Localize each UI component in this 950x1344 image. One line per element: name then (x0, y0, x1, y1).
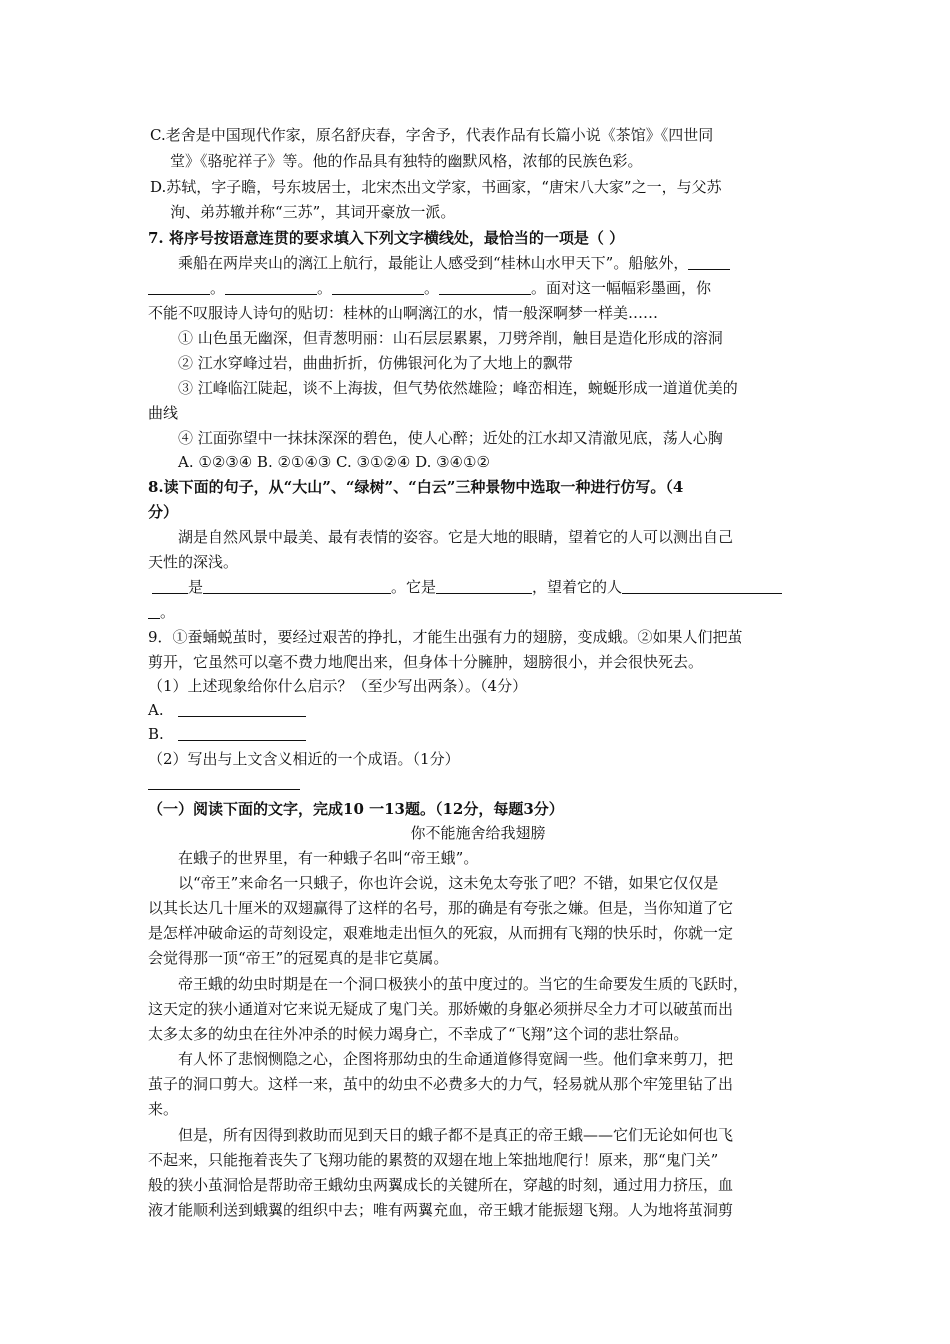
q9-passage-line2: 剪开，它虽然可以毫不费力地爬出来，但身体十分臃肿，翅膀很小，并会很快死去。 (148, 653, 704, 671)
q8-blank-metaphor[interactable] (436, 577, 532, 594)
reading-paragraph-line: 以“帝王”来命名一只蛾子，你也许会说，这未免太夸张了吧？不错，如果它仅仅是 (178, 874, 719, 892)
reading-paragraph-line: 但是，所有因得到救助而见到天日的蛾子都不是真正的帝王蛾——它们无论如何也飞 (178, 1126, 734, 1144)
q7-blank-2[interactable] (225, 278, 317, 295)
q7-passage-line1 (178, 251, 730, 275)
q9-answer-a (148, 698, 306, 722)
q9-answer-a-blank[interactable] (178, 700, 306, 717)
q7-passage-line2 (148, 276, 711, 300)
q6-option-c-line2: 堂》《骆驼祥子》等。他的作品具有独特的幽默风格，浓郁的民族色彩。 (170, 152, 643, 170)
q8-text-looking: ，望着它的人 (532, 578, 623, 596)
q9-idiom-blank[interactable] (148, 773, 300, 790)
q8-blank-result-cont[interactable] (148, 602, 160, 619)
q9-answer-a-label: A. (148, 701, 164, 719)
q7-blank-3[interactable] (332, 278, 424, 295)
reading-paragraph-line: 太多太多的幼虫在往外冲杀的时候力竭身亡，不幸成了“飞翔”这个词的悲壮祭品。 (148, 1025, 689, 1043)
q8-text-it-is: 。它是 (391, 578, 437, 596)
reading-paragraph-line: 是怎样冲破命运的苛刻设定，艰难地走出恒久的死寂，从而拥有飞翔的快乐时，你就一定 (148, 924, 734, 942)
q7-sentence-2: ② 江水穿峰过岩，曲曲折折，仿佛银河化为了大地上的飘带 (178, 354, 573, 372)
q9-idiom-line (148, 771, 300, 795)
q7-blank-1a[interactable] (688, 253, 730, 270)
q9-subquestion-1: （1）上述现象给你什么启示？（至少写出两条）。（4分） (148, 677, 528, 695)
q7-sentence-1: ① 山色虽无幽深，但青葱明丽：山石层层累累，刀劈斧削，触目是造化形成的溶洞 (178, 329, 723, 347)
q8-text-is: 是 (188, 578, 204, 596)
reading-paragraph-line: 来。 (148, 1100, 179, 1118)
q6-option-d-line2: 洵、弟苏辙并称“三苏”，其词开豪放一派。 (170, 203, 456, 221)
q8-title-line2: 分） (148, 503, 179, 521)
q7-passage-text: 乘船在两岸夹山的漓江上航行，最能让人感受到“桂林山水甲天下”。船舷外， (178, 254, 689, 272)
q7-passage-line2-tail: 。面对这一幅幅彩墨画，你 (531, 279, 712, 297)
q7-period-3: 。 (424, 279, 440, 297)
q7-blank-1b[interactable] (148, 278, 210, 295)
q9-answer-b (148, 722, 306, 746)
q8-fill-line2 (148, 600, 175, 624)
q9-answer-b-blank[interactable] (178, 724, 306, 741)
reading-article-title: 你不能施舍给我翅膀 (410, 824, 546, 842)
q8-blank-description[interactable] (203, 577, 391, 594)
q8-fill-line1 (152, 575, 782, 599)
reading-paragraph-line: 有人怀了悲悯恻隐之心，企图将那幼虫的生命通道修得宽阔一些。他们拿来剪刀，把 (178, 1050, 734, 1068)
reading-paragraph-line: 以其长达几十厘米的双翅赢得了这样的名号，那的确是有夸张之嫌。但是，当你知道了它 (148, 899, 734, 917)
q7-period-2: 。 (317, 279, 333, 297)
q7-title: 7. 将序号按语意连贯的要求填入下列文字横线处，最恰当的一项是（ ） (148, 229, 625, 247)
reading-section-header: （一）阅读下面的文字，完成10 一13题。（12分，每题3分） (148, 800, 564, 818)
reading-paragraph-line: 会觉得那一顶“帝王”的冠冕真的是非它莫属。 (148, 949, 449, 967)
q7-sentence-3-line2: 曲线 (148, 404, 179, 422)
q8-example-line1: 湖是自然风景中最美、最有表情的姿容。它是大地的眼睛，望着它的人可以测出自己 (178, 528, 734, 546)
q8-blank-scene[interactable] (152, 577, 188, 594)
q7-period-1: 。 (210, 279, 226, 297)
reading-paragraph-line: 不起来，只能拖着丧失了飞翔功能的累赘的双翅在地上笨拙地爬行！原来，那“鬼门关” (148, 1151, 719, 1169)
reading-paragraph-line: 在蛾子的世界里，有一种蛾子名叫“帝王蛾”。 (178, 849, 479, 867)
q9-subquestion-2: （2）写出与上文含义相近的一个成语。（1分） (148, 750, 460, 768)
reading-paragraph-line: 这天定的狭小通道对它来说无疑成了鬼门关。那娇嫩的身躯必须拼尽全力才可以破茧而出 (148, 1000, 734, 1018)
q8-text-end: 。 (160, 603, 176, 621)
q8-title-line1: 8.读下面的句子，从“大山”、“绿树”、“白云”三种景物中选取一种进行仿写。（4 (148, 478, 684, 496)
q9-passage-line1: 9．①蚕蛹蜕茧时，要经过艰苦的挣扎，才能生出强有力的翅膀，变成蛾。②如果人们把茧 (148, 628, 743, 646)
q8-example-line2: 天性的深浅。 (148, 553, 239, 571)
reading-paragraph-line: 帝王蛾的幼虫时期是在一个洞口极狭小的茧中度过的。当它的生命要发生质的飞跃时， (178, 975, 749, 993)
q7-answer-choices: A. ①②③④ B. ②①④③ C. ③①②④ D. ③④①② (178, 453, 490, 471)
q8-blank-result[interactable] (622, 577, 782, 594)
q7-sentence-3-line1: ③ 江峰临江陡起，谈不上海拔，但气势依然雄险；峰峦相连，蜿蜒形成一道道优美的 (178, 379, 738, 397)
q7-sentence-4: ④ 江面弥望中一抹抹深深的碧色，使人心醉；近处的江水却又清澈见底，荡人心胸 (178, 429, 723, 447)
reading-paragraph-line: 茧子的洞口剪大。这样一来，茧中的幼虫不必费多大的力气，轻易就从那个牢笼里钻了出 (148, 1075, 734, 1093)
reading-paragraph-line: 般的狭小茧洞恰是帮助帝王蛾幼虫两翼成长的关键所在，穿越的时刻，通过用力挤压，血 (148, 1176, 734, 1194)
q9-answer-b-label: B. (148, 725, 164, 743)
q7-passage-line3: 不能不叹服诗人诗句的贴切：桂林的山啊漓江的水，情一般深啊梦一样美…… (148, 304, 659, 322)
q6-option-d-line1: D.苏轼，字子瞻，号东坡居士，北宋杰出文学家，书画家，“唐宋八大家”之一，与父苏 (150, 178, 722, 196)
q7-blank-4[interactable] (439, 278, 531, 295)
q6-option-c-line1: C.老舍是中国现代作家，原名舒庆春，字舍予，代表作品有长篇小说《茶馆》《四世同 (150, 126, 714, 144)
reading-paragraph-line: 液才能顺利送到蛾翼的组织中去；唯有两翼充血，帝王蛾才能振翅飞翔。人为地将茧洞剪 (148, 1201, 734, 1219)
